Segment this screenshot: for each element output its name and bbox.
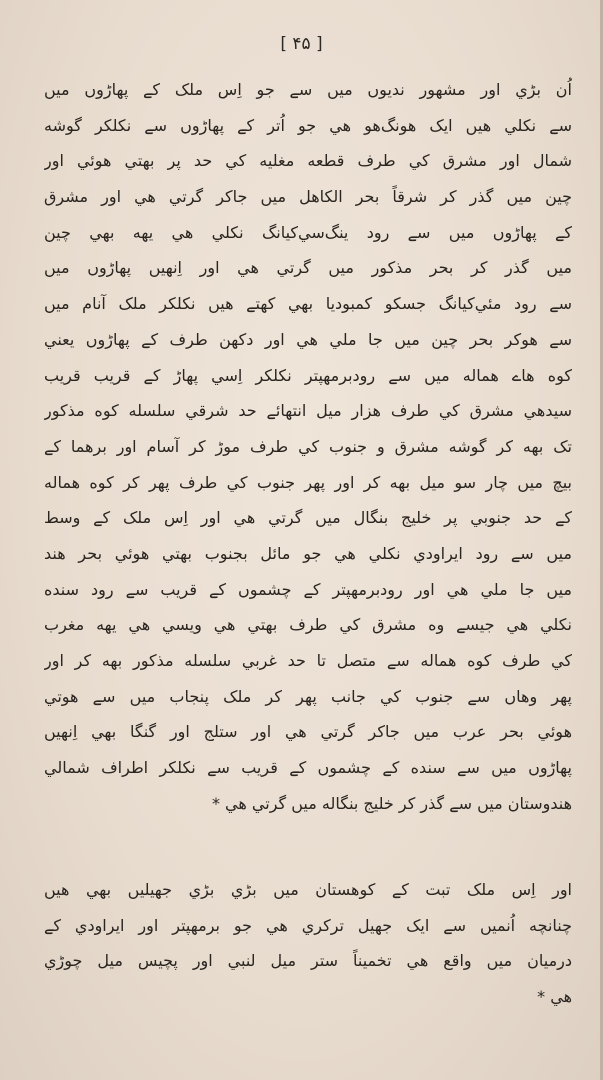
page-number: [ ۴۵ ] <box>280 34 323 54</box>
text-line: هندوستان ميں سے گذر کر خليج بنگاله ميں گرتي هي * <box>211 793 572 813</box>
text-line: سے رود مئي‌کيانگ جسکو کمبوديا بهي کهتے هيں نکلکر ملک آنام ميں <box>44 294 572 314</box>
text-line: چنانچه اُنميں سے ايک جهيل ترکري هي جو برمهپتر اور ايراودي کے <box>44 915 572 935</box>
paragraph-1 <box>44 72 572 821</box>
text-line: سے هوکر بحر چين ميں جا ملي هي اور دکهن طرف کے پهاڑوں يعني <box>44 329 572 349</box>
text-line: درميان ميں واقع هي تخميناً ستر ميل لنبي اور پچيس ميل چوڑي <box>44 951 572 971</box>
text-line: اُن بڑي اور مشهور نديوں ميں سے جو اِس ملک کے پهاڑوں ميں <box>44 80 572 99</box>
text-line: چين ميں گذر کر شرقاً بحر الکاهل ميں جاکر گرتي هي اور مشرق <box>44 187 572 207</box>
text-line: سے نکلي هيں ايک هونگ‌هو هي جو اُتر کے پهاڑوں سے نکلکر گوشه <box>44 115 572 135</box>
text-line: ميں گذر کر بحر مذکور ميں گرتي هي اور اِنهيں پهاڑوں ميں <box>44 258 572 278</box>
text-line: اور اِس ملک تبت کے کوهستان ميں بڑي بڑي جهيليں بهي هيں <box>44 880 572 899</box>
text-line: تک بهه کر گوشه مشرق و جنوب کي طرف موڑ کر آسام اور برهما کے <box>44 436 572 456</box>
text-line: ميں سے رود ايراودي نکلي هي جو مائل بجنوب بهتي هوئي بحر هند <box>44 543 572 563</box>
text-line: هي * <box>537 987 572 1007</box>
text-line: ميں جا ملي هي اور رودبرمهپتر کے چشموں کے قريب سے رود سنده <box>44 579 572 599</box>
text-line: سيدهي مشرق کي طرف هزار ميل انتهائے حد شرقي سلسله کوه مذکور <box>44 401 572 421</box>
text-line: نکلي هي جيسے وه مشرق کي طرف بهتي هي ويسي هي يهه مغرب <box>44 615 572 635</box>
text-line: بيچ ميں چار سو ميل بهه کر اور پهر جنوب کي طرف پهر کر کوه هماله <box>44 472 572 492</box>
text-line: کوه هاے هماله ميں سے رودبرمهپتر نکلکر اِسي پهاڑ کے قريب قريب <box>44 365 572 385</box>
text-line: کے پهاڑوں ميں سے رود ينگ‌سي‌کيانگ نکلي هي يهه بهي چين <box>44 222 572 242</box>
text-line: هوئي بحر عرب ميں جاکر گرتي هي اور ستلج اور گنگا بهي اِنهيں <box>44 722 572 742</box>
text-line: شمال اور مشرق کي طرف قطعه مغليه کي حد پر بهتي هوئي اور <box>44 151 572 171</box>
text-line: کے حد جنوبي پر خليج بنگال ميں گرتي هي اور اِس ملک کے وسط <box>44 508 572 528</box>
text-line: کي طرف کوه هماله سے متصل تا حد غربي سلسله مذکور بهه کر اور <box>44 651 572 670</box>
text-line: پهر وهاں سے جنوب کي جانب پهر کر ملک پنجاب ميں سے هوتي <box>44 686 572 706</box>
paragraph-2 <box>44 872 572 1015</box>
text-line: پهاڑوں ميں سے سنده کے چشموں کے قريب سے نکلکر اطراف شمالي <box>44 758 572 778</box>
